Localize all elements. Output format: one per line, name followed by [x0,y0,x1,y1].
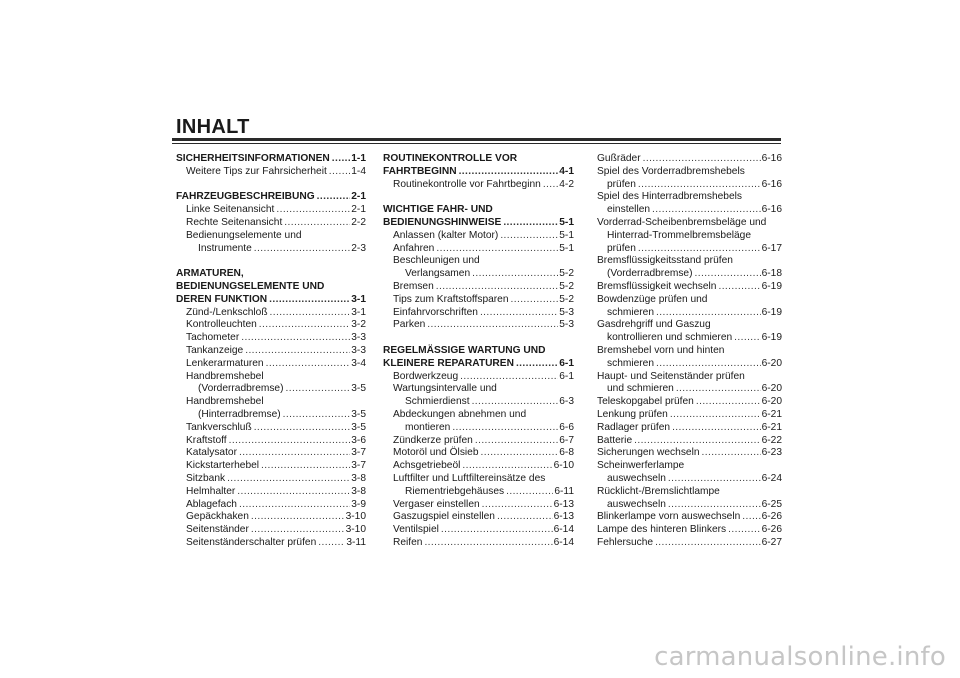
toc-entry[interactable]: Tachometer ..... 3-3 [176,332,366,345]
toc-entry[interactable]: Anfahren ..... 5-1 [383,243,574,256]
toc-entry[interactable]: Linke Seitenansicht ..... 2-1 [176,204,366,217]
toc-entry[interactable]: schmieren ..... 6-19 [597,307,782,320]
toc-entry-line: Gasdrehgriff und Gaszug [597,319,711,331]
toc-entry[interactable]: Kickstarterhebel ..... 3-7 [176,460,366,473]
toc-section-line: BEDIENUNGSELEMENTE UND [176,280,325,292]
toc-section-3[interactable]: DEREN FUNKTION ..... 3-1 [176,294,366,307]
toc-entry[interactable]: und schmieren ..... 6-20 [597,383,782,396]
toc-entry[interactable]: Rechte Seitenansicht ..... 2-2 [176,217,366,230]
toc-entry[interactable]: Motoröl und Ölsieb ..... 6-8 [383,447,574,460]
toc-entry[interactable]: einstellen ..... 6-16 [597,204,782,217]
toc-entry[interactable]: Einfahrvorschriften ..... 5-3 [383,307,574,320]
toc-section-4[interactable]: FAHRTBEGINN ..... 4-1 [383,166,574,179]
toc-entry[interactable]: schmieren ..... 6-20 [597,358,782,371]
toc-entry[interactable]: Weitere Tips zur Fahrsicherheit ..... 1-4 [176,166,366,179]
toc-entry-line: Bowdenzüge prüfen und [597,293,708,305]
toc-entry-line: Spiel des Vorderradbremshebels [597,165,745,177]
toc-entry-line: Beschleunigen und [393,255,480,267]
toc-entry[interactable]: Tankverschluß ..... 3-5 [176,422,366,435]
toc-entry[interactable]: Bremsen ..... 5-2 [383,281,574,294]
toc-column-3 [597,153,782,550]
toc-entry-line: Bedienungselemente und [186,229,302,241]
toc-entry-line: Bremshebel vorn und hinten [597,344,725,356]
toc-entry[interactable]: Instrumente ..... 2-3 [176,243,366,256]
toc-entry[interactable]: Teleskopgabel prüfen ..... 6-20 [597,396,782,409]
toc-entry-line: Handbremshebel [186,370,264,382]
toc-column-1 [176,153,366,550]
toc-entry[interactable]: prüfen ..... 6-16 [597,179,782,192]
toc-section-line: ROUTINEKONTROLLE VOR [383,153,518,164]
toc-entry[interactable]: Tips zum Kraftstoffsparen ..... 5-2 [383,294,574,307]
toc-entry[interactable]: Seitenständerschalter prüfen ..... 3-11 [176,537,366,550]
toc-entry[interactable]: Achsgetriebeöl ..... 6-10 [383,460,574,473]
toc-entry[interactable]: (Vorderradbremse) ..... 6-18 [597,268,782,281]
title-rule [172,138,781,141]
toc-entry[interactable]: Zündkerze prüfen ..... 6-7 [383,435,574,448]
toc-entry[interactable]: Fehlersuche ..... 6-27 [597,537,782,550]
toc-entry[interactable]: Riementriebgehäuses ..... 6-11 [383,486,574,499]
toc-entry[interactable]: Seitenständer ..... 3-10 [176,524,366,537]
toc-entry[interactable]: Bremsflüssigkeit wechseln ..... 6-19 [597,281,782,294]
toc-entry[interactable]: Lenkerarmaturen ..... 3-4 [176,358,366,371]
toc-entry-line: Vorderrad-Scheibenbremsbeläge und [597,216,767,228]
toc-entry-line: Wartungsintervalle und [393,383,497,395]
toc-entry[interactable]: Gaszugspiel einstellen ..... 6-13 [383,511,574,524]
toc-entry[interactable]: Helmhalter ..... 3-8 [176,486,366,499]
toc-entry-line: Luftfilter und Luftfiltereinsätze des [393,472,546,484]
toc-entry-line: Bremsflüssigkeitsstand prüfen [597,255,733,267]
page-title: INHALT [176,116,250,138]
toc-column-2 [383,153,574,550]
toc-entry[interactable]: Verlangsamen ..... 5-2 [383,268,574,281]
toc-entry[interactable]: Blinkerlampe vorn auswechseln ..... 6-26 [597,511,782,524]
toc-entry-line: Haupt- und Seitenständer prüfen [597,370,745,382]
toc-entry[interactable]: Vergaser einstellen ..... 6-13 [383,499,574,512]
toc-entry[interactable]: Radlager prüfen ..... 6-21 [597,422,782,435]
toc-entry[interactable]: Tankanzeige ..... 3-3 [176,345,366,358]
toc-entry[interactable]: Sitzbank ..... 3-8 [176,473,366,486]
toc-entry[interactable]: auswechseln ..... 6-24 [597,473,782,486]
toc-entry[interactable]: Batterie ..... 6-22 [597,435,782,448]
toc-entry[interactable]: Kraftstoff ..... 3-6 [176,435,366,448]
toc-section-2[interactable]: FAHRZEUGBESCHREIBUNG ..... 2-1 [176,191,366,204]
toc-entry[interactable]: Schmierdienst ..... 6-3 [383,396,574,409]
toc-entry-line: Rücklicht-/Bremslichtlampe [597,485,720,497]
toc-entry[interactable]: montieren ..... 6-6 [383,422,574,435]
toc-entry-line: Spiel des Hinterradbremshebels [597,191,742,203]
toc-section-5[interactable]: BEDIENUNGSHINWEISE ..... 5-1 [383,217,574,230]
toc-entry[interactable]: Routinekontrolle vor Fahrtbeginn ..... 4-2 [383,179,574,192]
toc-entry[interactable]: Katalysator ..... 3-7 [176,447,366,460]
toc-section-line: WICHTIGE FAHR- UND [383,204,493,216]
toc-entry-line: Hinterrad-Trommelbremsbeläge [607,229,751,241]
toc-entry[interactable]: Lampe des hinteren Blinkers ..... 6-26 [597,524,782,537]
toc-entry[interactable]: (Vorderradbremse) ..... 3-5 [176,383,366,396]
toc-entry[interactable]: Anlassen (kalter Motor) ..... 5-1 [383,230,574,243]
toc-section-1[interactable]: SICHERHEITSINFORMATIONEN ..... 1-1 [176,153,366,166]
toc-entry[interactable]: prüfen ..... 6-17 [597,243,782,256]
toc-entry[interactable]: Lenkung prüfen ..... 6-21 [597,409,782,422]
toc-entry[interactable]: Ventilspiel ..... 6-14 [383,524,574,537]
toc-entry[interactable]: Gepäckhaken ..... 3-10 [176,511,366,524]
toc-entry[interactable]: auswechseln ..... 6-25 [597,499,782,512]
toc-entry[interactable]: Parken ..... 5-3 [383,319,574,332]
toc-section-line: ARMATUREN, [176,268,244,280]
toc-entry[interactable]: Gußräder ..... 6-16 [597,153,782,166]
toc-entry[interactable]: Reifen ..... 6-14 [383,537,574,550]
toc-entry[interactable]: (Hinterradbremse) ..... 3-5 [176,409,366,422]
toc-section-line: REGELMÄSSIGE WARTUNG UND [383,344,546,356]
toc-entry[interactable]: Zünd-/Lenkschloß ..... 3-1 [176,307,366,320]
toc-entry[interactable]: Sicherungen wechseln ..... 6-23 [597,447,782,460]
toc-entry[interactable]: Ablagefach ..... 3-9 [176,499,366,512]
toc-entry-line: Abdeckungen abnehmen und [393,408,527,420]
toc-section-6[interactable]: KLEINERE REPARATUREN ..... 6-1 [383,358,574,371]
toc-entry[interactable]: Bordwerkzeug ..... 6-1 [383,371,574,384]
toc-entry[interactable]: kontrollieren und schmieren ..... 6-19 [597,332,782,345]
watermark: carmanualsonline.info [654,642,946,672]
toc-entry[interactable]: Kontrolleuchten ..... 3-2 [176,319,366,332]
toc-entry-line: Scheinwerferlampe [597,460,685,472]
toc-entry-line: Handbremshebel [186,396,264,408]
